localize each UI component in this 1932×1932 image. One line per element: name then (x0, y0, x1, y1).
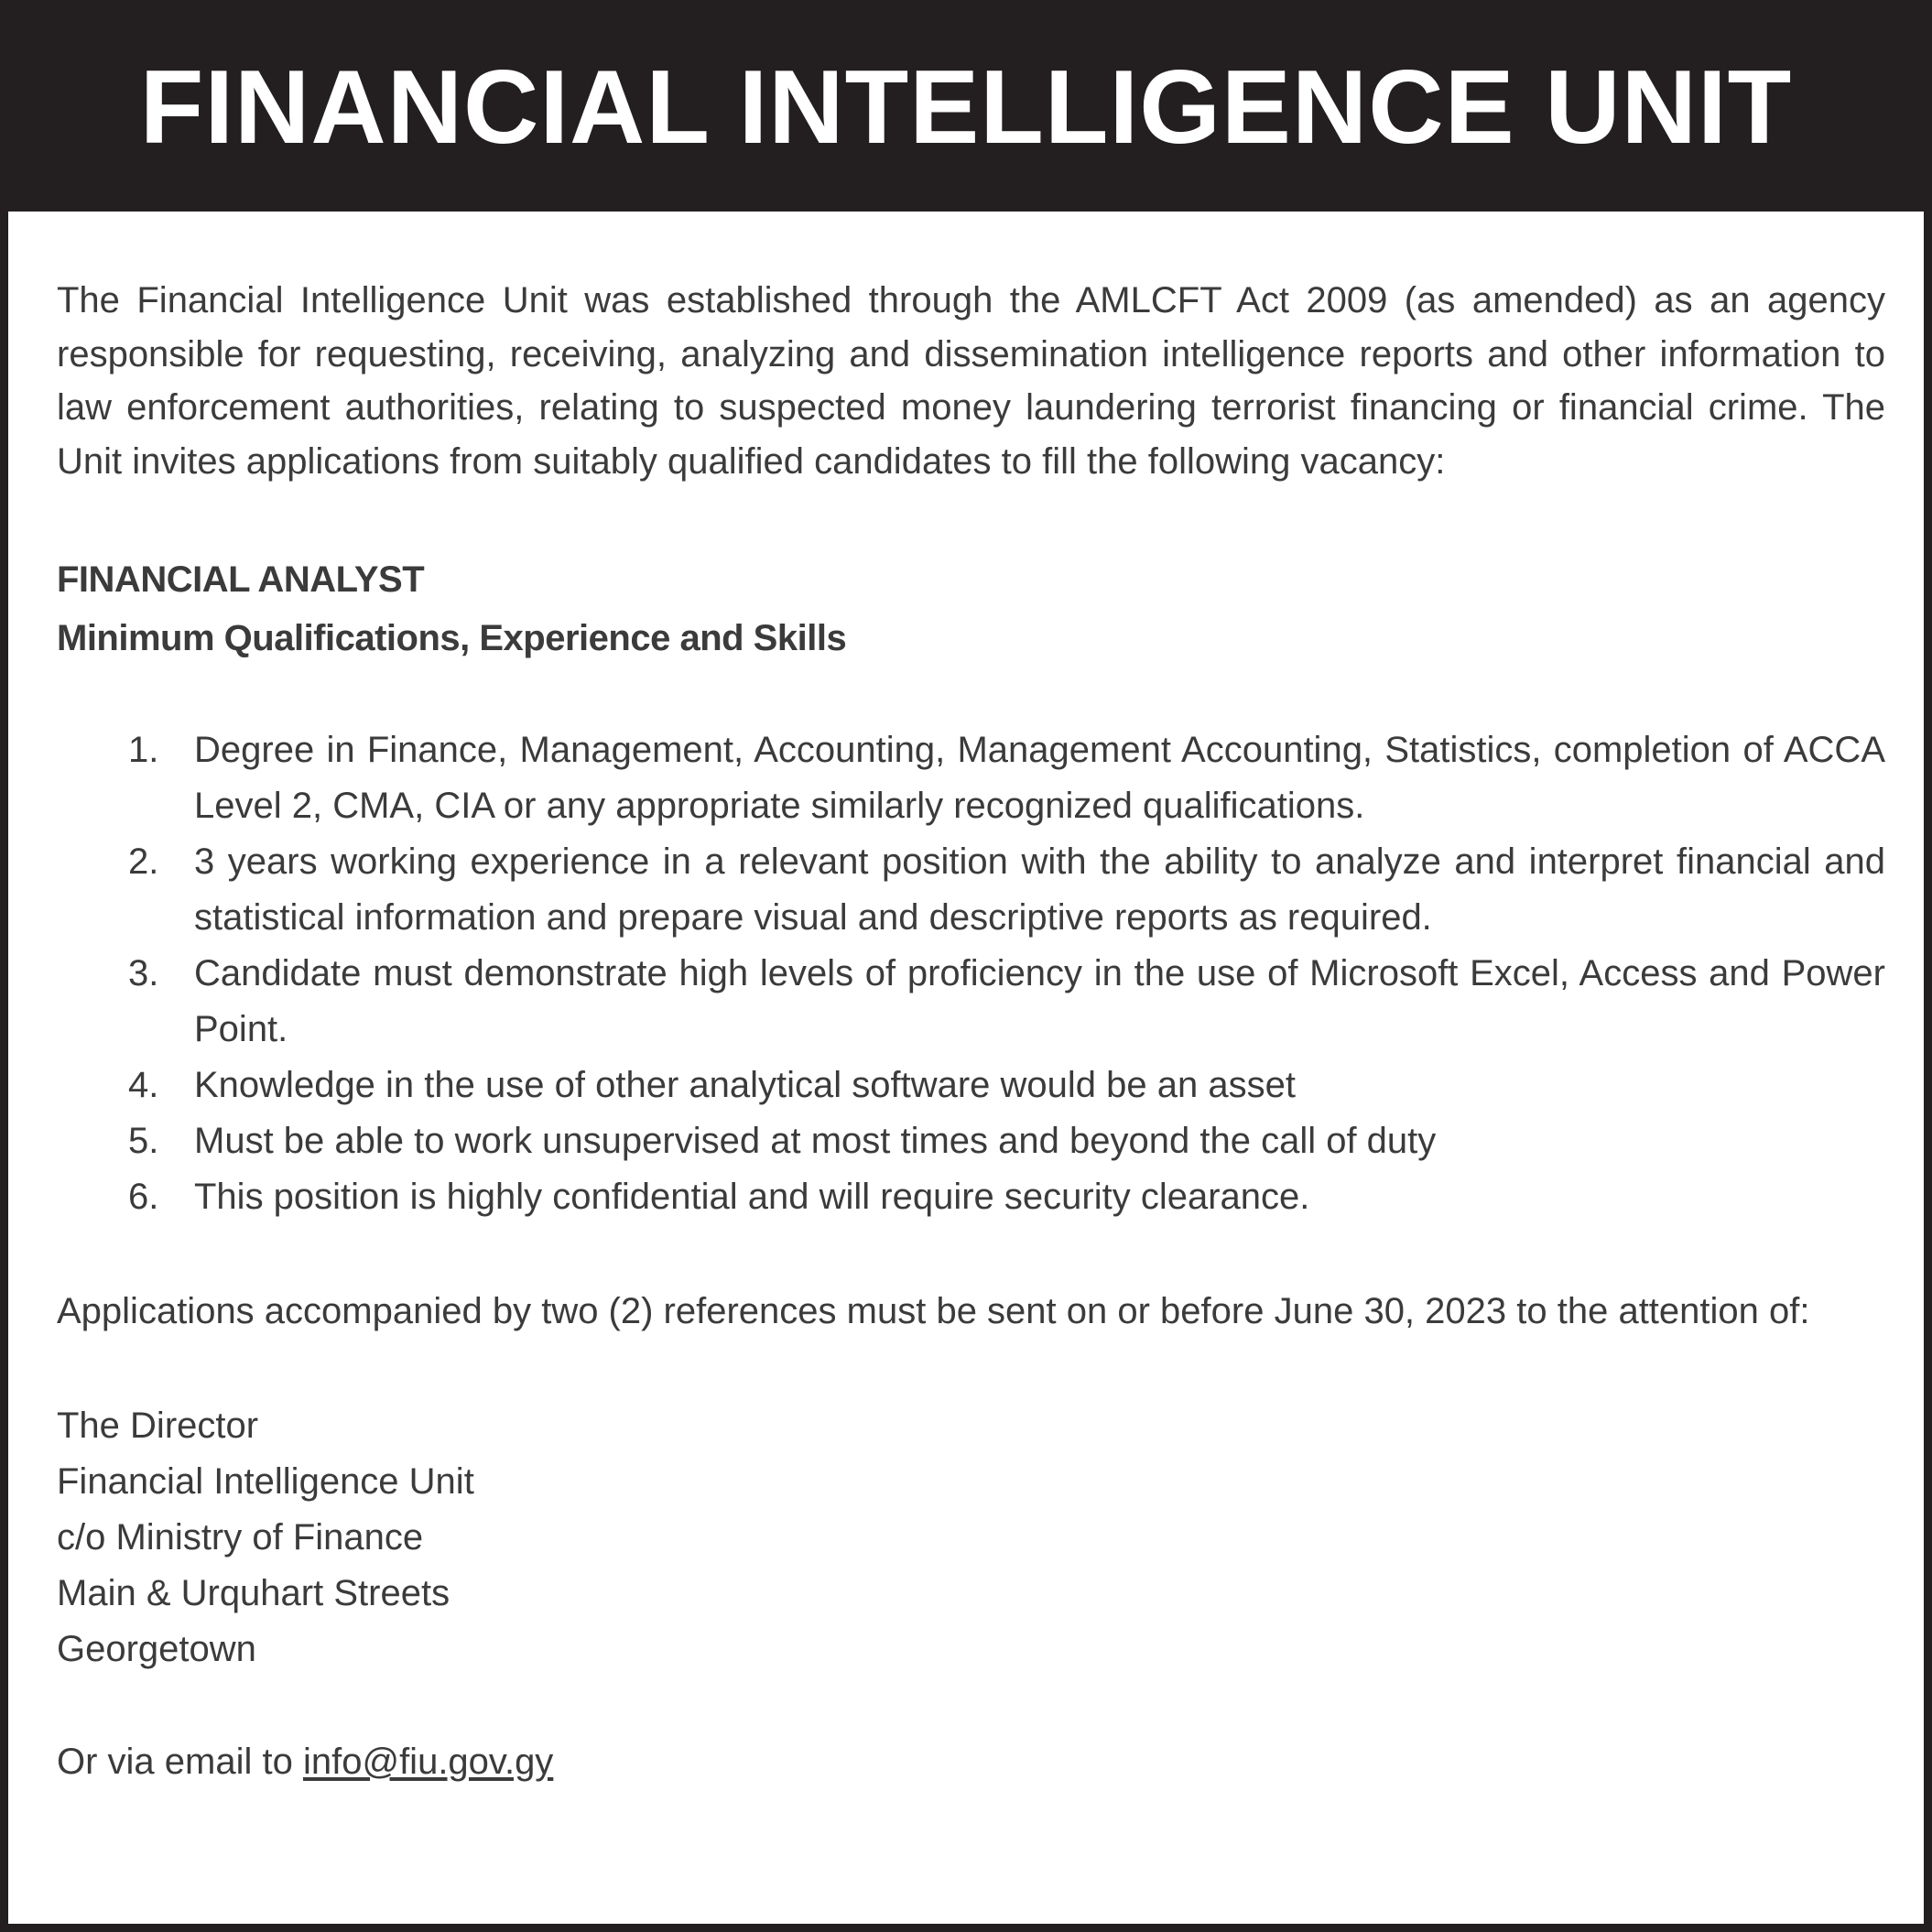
position-subtitle: Minimum Qualifications, Experience and Skills (57, 618, 847, 658)
address-line-recipient: The Director (57, 1406, 259, 1446)
list-item-text: Knowledge in the use of other analytical software would be an asset (194, 1065, 1296, 1105)
list-item-text: Must be able to work unsupervised at most times and beyond the call of duty (194, 1121, 1437, 1161)
email-link[interactable]: info@fiu.gov.gy (302, 1742, 554, 1782)
address-line-city: Georgetown (57, 1629, 256, 1669)
list-item-text: Degree in Finance, Management, Accounting, Management Accounting, Statistics, completion of ACCA Level 2, CMA, CIA or any appropriate similarly recognized qualifications. (194, 730, 1885, 826)
header-banner (8, 8, 1924, 212)
list-item-number: 5. (128, 1121, 159, 1161)
list-item-text: 3 years working experience in a relevant position with the ability to analyze and interpret financial and statistical information and prepare visual and descriptive reports as required. (194, 841, 1885, 938)
list-item-number: 1. (128, 730, 159, 770)
list-item-number: 6. (128, 1177, 159, 1217)
list-item (57, 722, 1885, 834)
position-title: FINANCIAL ANALYST (57, 559, 425, 600)
list-item-text: This position is highly confidential and will require security clearance. (194, 1177, 1310, 1217)
list-item-number: 4. (128, 1065, 159, 1105)
list-item-number: 3. (128, 953, 159, 993)
address-line-care-of: c/o Ministry of Finance (57, 1517, 424, 1558)
address-line-organization: Financial Intelligence Unit (57, 1461, 474, 1502)
intro-paragraph: The Financial Intelligence Unit was established through the AMLCFT Act 2009 (as amended) as an agency responsible for requesting, receiving, analyzing and dissemination intelligence reports and other information to law enforcement authorities, relating to suspected money laundering terrorist financing or financial crime. The Unit invites applications from suitably qualified candidates to fill the following vacancy: (57, 280, 1885, 482)
mailing-address (57, 1398, 1885, 1677)
email-prefix-text: Or via email to (57, 1742, 303, 1782)
list-item-number: 2. (128, 841, 159, 882)
requirements-list (57, 722, 1885, 1225)
list-item (57, 834, 1885, 946)
application-deadline-paragraph: Applications accompanied by two (2) references must be sent on or before June 30, 2023 to the attention of: (57, 1291, 1810, 1331)
list-item (57, 1113, 1885, 1169)
advertisement-body (57, 274, 1885, 1790)
list-item (57, 1169, 1885, 1225)
banner-title: FINANCIAL INTELLIGENCE UNIT (139, 49, 1793, 166)
list-item-text: Candidate must demonstrate high levels of proficiency in the use of Microsoft Excel, Access and Power Point. (194, 953, 1885, 1049)
list-item (57, 1058, 1885, 1113)
email-contact-line (57, 1734, 1885, 1790)
list-item (57, 946, 1885, 1058)
address-line-street: Main & Urquhart Streets (57, 1573, 450, 1613)
position-heading-block (57, 550, 1885, 668)
